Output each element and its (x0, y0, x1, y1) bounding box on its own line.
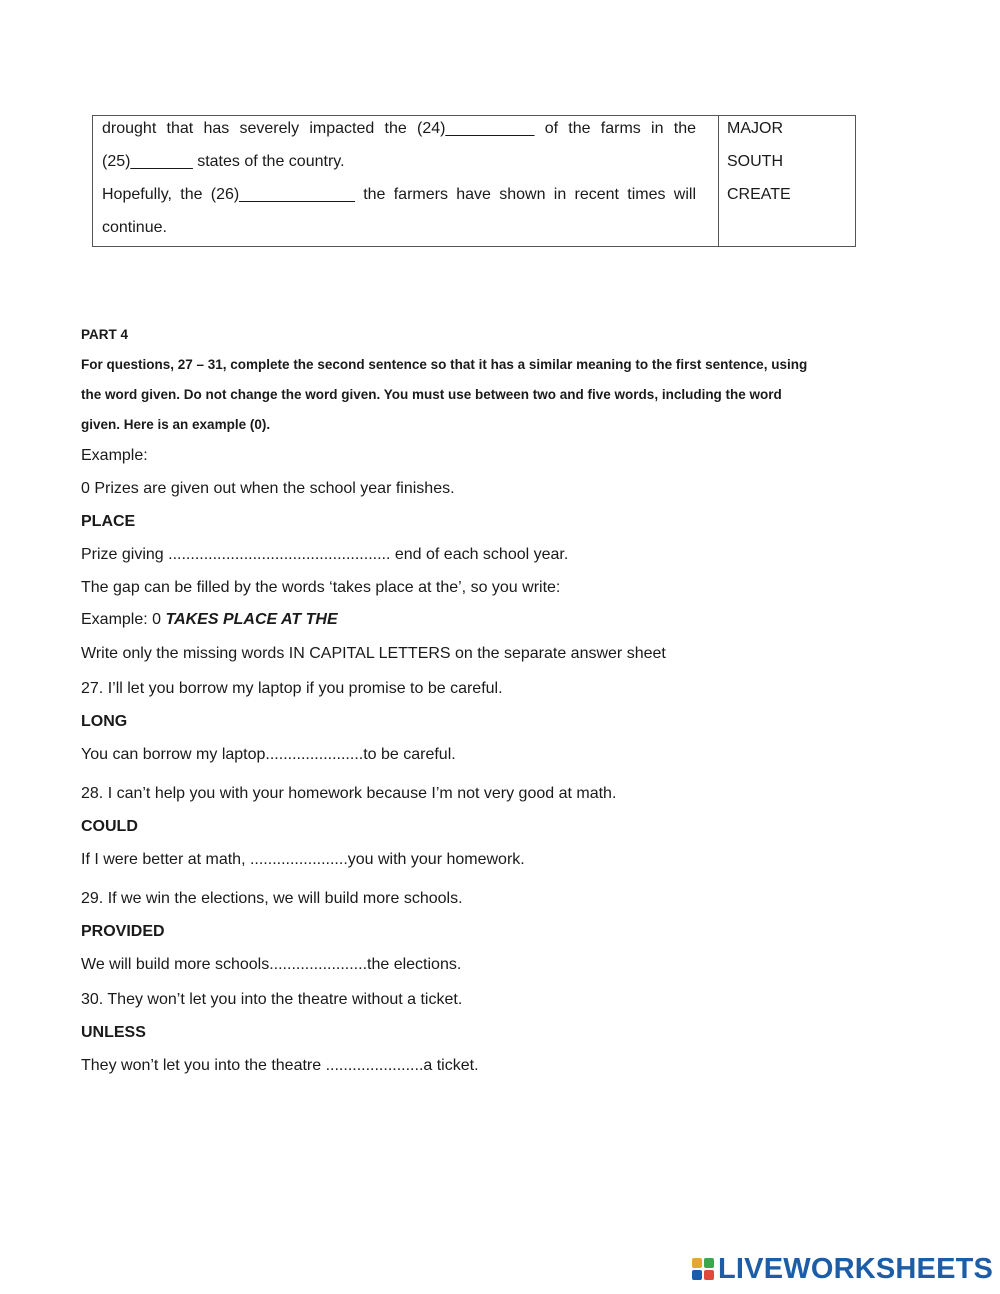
table-word-column (719, 116, 857, 246)
question-27-gapped-sentence[interactable]: You can borrow my laptop......................to be careful. (81, 746, 456, 763)
logo-square (704, 1270, 714, 1280)
table-row-2: (25)_______ states of the country. (102, 153, 345, 170)
example-answer-line (81, 610, 338, 630)
liveworksheets-logo (692, 1253, 993, 1285)
table-row-1: drought that has severely impacted the (24)__________ of the farms in the (102, 120, 696, 137)
instructions-line-2: the word given. Do not change the word given. You must use between two and five words, including the word (81, 387, 782, 402)
word-south: SOUTH (727, 153, 783, 170)
question-29-gapped-sentence[interactable]: We will build more schools......................the elections. (81, 956, 462, 973)
question-29-sentence: 29. If we win the elections, we will build more schools. (81, 890, 463, 907)
word-major: MAJOR (727, 120, 783, 137)
part-title: PART 4 (81, 327, 129, 342)
logo-square (692, 1258, 702, 1268)
example-sentence: 0 Prizes are given out when the school year finishes. (81, 480, 455, 497)
question-27-sentence: 27. I’ll let you borrow my laptop if you promise to be careful. (81, 680, 503, 697)
question-28-sentence: 28. I can’t help you with your homework because I’m not very good at math. (81, 785, 617, 802)
word-formation-table (92, 115, 856, 247)
instructions-line-1: For questions, 27 – 31, complete the second sentence so that it has a similar meaning to the first sentence, using (81, 357, 808, 372)
question-30-key-word: UNLESS (81, 1024, 146, 1041)
example-gapped-sentence: Prize giving .................................................. end of each school year. (81, 546, 569, 563)
logo-square (704, 1258, 714, 1268)
question-29-key-word: PROVIDED (81, 923, 165, 940)
question-30-sentence: 30. They won’t let you into the theatre without a ticket. (81, 991, 463, 1008)
question-28-gapped-sentence[interactable]: If I were better at math, ......................you with your homework. (81, 851, 525, 868)
word-create: CREATE (727, 186, 791, 203)
table-row-4: continue. (102, 219, 167, 236)
answer-sheet-note: Write only the missing words IN CAPITAL LETTERS on the separate answer sheet (81, 645, 666, 662)
table-text-column (93, 116, 719, 246)
example-answer: TAKES PLACE AT THE (165, 611, 338, 628)
question-28-key-word: COULD (81, 818, 138, 835)
question-30-gapped-sentence[interactable]: They won’t let you into the theatre ......................a ticket. (81, 1057, 479, 1074)
table-row-3: Hopefully, the (26)_____________ the farmers have shown in recent times will (102, 186, 696, 203)
example-label: Example: (81, 447, 148, 464)
example-key-word: PLACE (81, 513, 136, 530)
instructions-line-3: given. Here is an example (0). (81, 417, 271, 432)
logo-text: LIVEWORKSHEETS (718, 1252, 994, 1285)
example-explanation: The gap can be filled by the words ‘takes place at the’, so you write: (81, 579, 561, 596)
example-answer-prefix: Example: 0 (81, 611, 166, 628)
logo-mark-icon (692, 1258, 714, 1280)
question-27-key-word: LONG (81, 713, 128, 730)
logo-square (692, 1270, 702, 1280)
